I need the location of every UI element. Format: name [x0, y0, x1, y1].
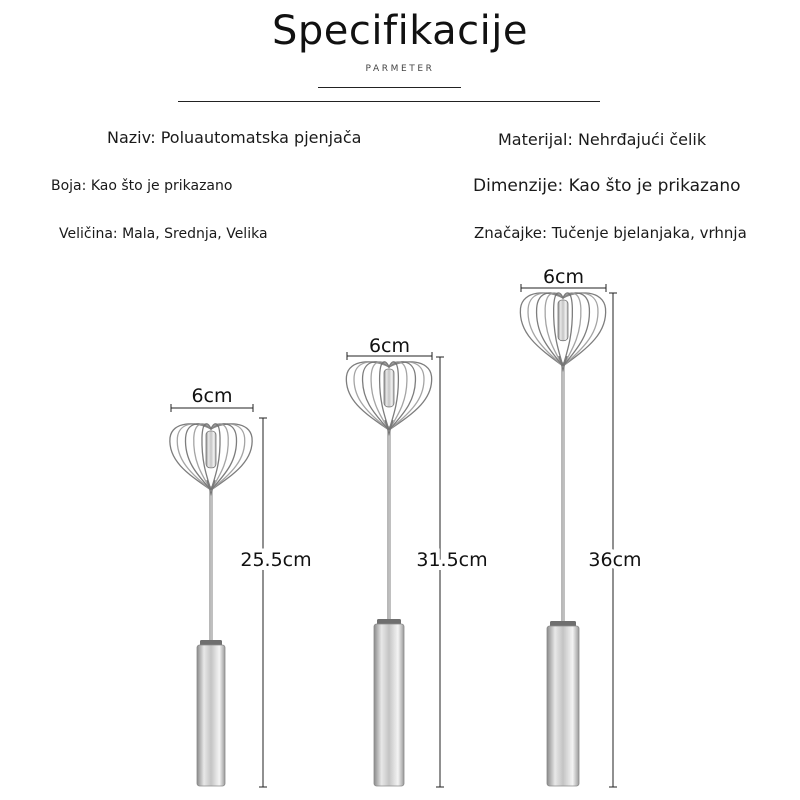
spec-size-label: Veličina	[59, 226, 113, 242]
spec-size-value: Mala, Srednja, Velika	[122, 226, 268, 242]
whisk-handle	[374, 624, 404, 786]
spec-material-label: Materijal	[498, 130, 568, 149]
whisk-3-dimensions	[521, 266, 642, 787]
spec-name-value: Poluautomatska pjenjača	[160, 128, 362, 147]
spec-features-value: Tučenje bjelanjaka, vrhnja	[551, 224, 747, 242]
whisk-3	[520, 293, 605, 786]
whisk-1-dimensions	[171, 385, 312, 787]
whisk-rod	[387, 426, 390, 628]
spec-features-label: Značajke	[474, 224, 542, 242]
whisk-sleeve	[206, 431, 216, 468]
length-dimension-label: 25.5cm	[240, 549, 312, 571]
spec-size: Veličina: Mala, Srednja, Velika	[59, 226, 268, 242]
spec-dimensions-value: Kao što je prikazano	[568, 176, 741, 196]
spec-material: Materijal: Nehrđajući čelik	[498, 130, 707, 149]
spec-color-value: Kao što je prikazano	[90, 178, 233, 194]
whisk-sleeve	[384, 369, 394, 407]
width-dimension-label: 6cm	[191, 385, 233, 407]
spec-material-value: Nehrđajući čelik	[577, 130, 707, 149]
spec-dimensions: Dimenzije: Kao što je prikazano	[473, 176, 741, 196]
whisk-handle	[197, 645, 225, 786]
spec-features: Značajke: Tučenje bjelanjaka, vrhnja	[474, 224, 747, 242]
width-dimension-label: 6cm	[368, 335, 411, 357]
spec-name: Naziv: Poluautomatska pjenjača	[107, 128, 362, 147]
length-dimension-label: 31.5cm	[416, 549, 488, 571]
width-dimension-label: 6cm	[542, 266, 585, 288]
page-subtitle: PARMETER	[365, 64, 435, 74]
length-dimension-label: 36cm	[588, 549, 642, 571]
spec-name-label: Naziv	[107, 128, 151, 147]
whisk-rod	[561, 362, 564, 630]
spec-dimensions-label: Dimenzije	[473, 176, 558, 196]
whisk-sleeve	[558, 300, 568, 341]
whisk-1	[170, 424, 252, 786]
whisk-handle	[547, 626, 579, 786]
page-title: Specifikacije	[272, 8, 528, 54]
whisk-2	[346, 362, 431, 786]
whisk-rod	[209, 486, 212, 649]
spec-color: Boja: Kao što je prikazano	[51, 178, 233, 194]
spec-color-label: Boja	[51, 178, 82, 194]
